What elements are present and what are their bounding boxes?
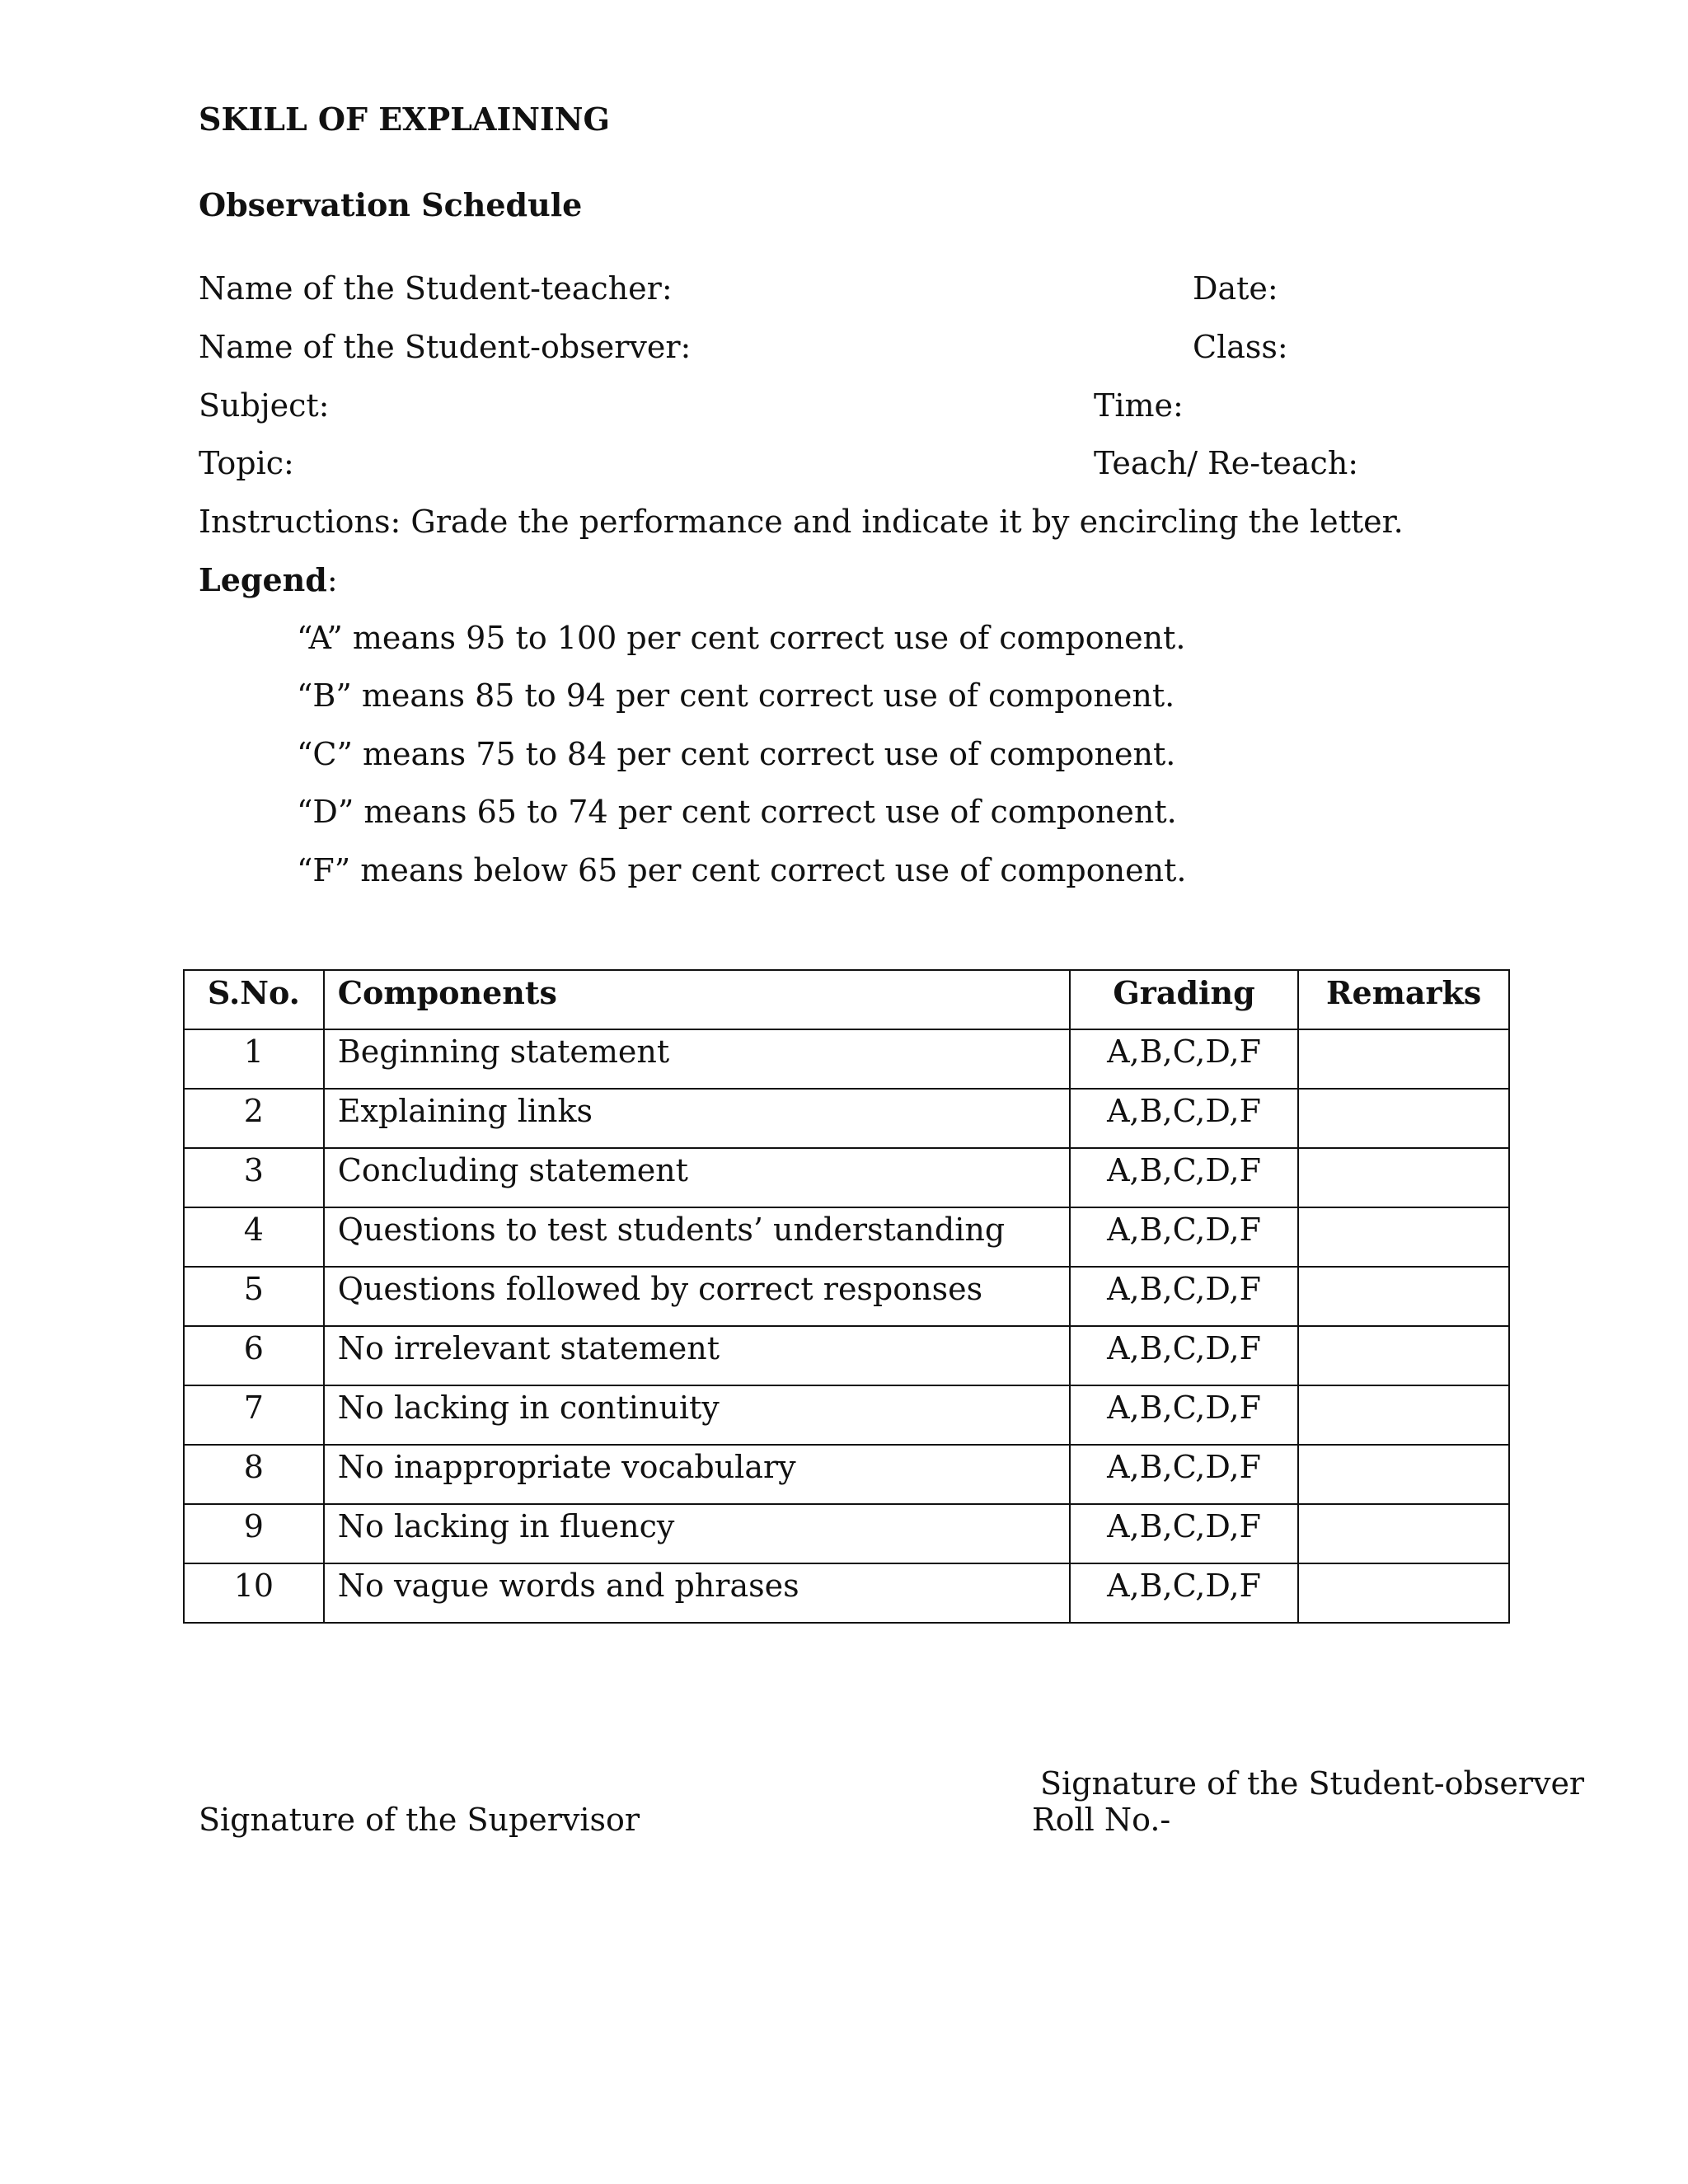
row-remarks xyxy=(1298,1385,1509,1445)
field-subject: Subject: xyxy=(199,387,330,424)
row-sno: 8 xyxy=(184,1445,324,1504)
document-subtitle: Observation Schedule xyxy=(199,186,583,223)
table-row xyxy=(184,1563,1509,1623)
table-row xyxy=(184,1504,1509,1563)
row-sno: 3 xyxy=(184,1148,324,1207)
row-grading: A,B,C,D,F xyxy=(1070,1385,1299,1445)
row-sno: 9 xyxy=(184,1504,324,1563)
signature-supervisor: Signature of the Supervisor xyxy=(199,1802,640,1838)
row-remarks xyxy=(1298,1089,1509,1148)
legend-item-a: “A” means 95 to 100 per cent correct use of component. xyxy=(297,620,1186,656)
table-row xyxy=(184,1445,1509,1504)
header-components: Components xyxy=(324,970,1070,1029)
row-grading: A,B,C,D,F xyxy=(1070,1207,1299,1267)
row-component: No vague words and phrases xyxy=(324,1563,1070,1623)
observation-table xyxy=(183,969,1510,1624)
field-time: Time: xyxy=(1094,387,1184,424)
row-component: No irrelevant statement xyxy=(324,1326,1070,1385)
header-sno: S.No. xyxy=(184,970,324,1029)
legend-item-b: “B” means 85 to 94 per cent correct use of component. xyxy=(297,677,1175,714)
table-row xyxy=(184,1207,1509,1267)
row-component: Beginning statement xyxy=(324,1029,1070,1089)
row-remarks xyxy=(1298,1563,1509,1623)
row-grading: A,B,C,D,F xyxy=(1070,1029,1299,1089)
table-row xyxy=(184,1385,1509,1445)
row-grading: A,B,C,D,F xyxy=(1070,1267,1299,1326)
row-remarks xyxy=(1298,1029,1509,1089)
row-remarks xyxy=(1298,1445,1509,1504)
header-remarks: Remarks xyxy=(1298,970,1509,1029)
row-sno: 10 xyxy=(184,1563,324,1623)
row-remarks xyxy=(1298,1326,1509,1385)
row-grading: A,B,C,D,F xyxy=(1070,1445,1299,1504)
legend-label: Legend xyxy=(199,561,327,598)
table-row xyxy=(184,1148,1509,1207)
row-sno: 5 xyxy=(184,1267,324,1326)
document-title: SKILL OF EXPLAINING xyxy=(199,101,610,138)
legend-item-d: “D” means 65 to 74 per cent correct use of component. xyxy=(297,794,1177,830)
legend-item-f: “F” means below 65 per cent correct use of component. xyxy=(297,852,1187,888)
table-row xyxy=(184,1267,1509,1326)
legend-colon: : xyxy=(326,562,338,598)
row-component: Explaining links xyxy=(324,1089,1070,1148)
field-class: Class: xyxy=(1193,329,1288,365)
table-row xyxy=(184,1089,1509,1148)
row-component: No inappropriate vocabulary xyxy=(324,1445,1070,1504)
row-remarks xyxy=(1298,1148,1509,1207)
row-component: No lacking in continuity xyxy=(324,1385,1070,1445)
row-grading: A,B,C,D,F xyxy=(1070,1504,1299,1563)
signature-student-observer: Signature of the Student-observer xyxy=(1040,1765,1585,1802)
roll-number: Roll No.- xyxy=(1032,1802,1171,1838)
row-grading: A,B,C,D,F xyxy=(1070,1148,1299,1207)
table-header-row xyxy=(184,970,1509,1029)
row-component: Concluding statement xyxy=(324,1148,1070,1207)
table-row xyxy=(184,1029,1509,1089)
row-component: Questions followed by correct responses xyxy=(324,1267,1070,1326)
row-sno: 7 xyxy=(184,1385,324,1445)
row-grading: A,B,C,D,F xyxy=(1070,1563,1299,1623)
row-remarks xyxy=(1298,1267,1509,1326)
row-grading: A,B,C,D,F xyxy=(1070,1326,1299,1385)
legend-heading xyxy=(199,561,338,598)
field-teach-reteach: Teach/ Re-teach: xyxy=(1094,445,1359,481)
row-sno: 1 xyxy=(184,1029,324,1089)
header-grading: Grading xyxy=(1070,970,1299,1029)
field-date: Date: xyxy=(1193,270,1278,307)
legend-item-c: “C” means 75 to 84 per cent correct use of component. xyxy=(297,736,1176,772)
field-topic: Topic: xyxy=(199,445,294,481)
row-remarks xyxy=(1298,1504,1509,1563)
instructions-text: Instructions: Grade the performance and indicate it by encircling the letter. xyxy=(199,504,1404,540)
row-remarks xyxy=(1298,1207,1509,1267)
row-component: Questions to test students’ understanding xyxy=(324,1207,1070,1267)
field-student-observer: Name of the Student-observer: xyxy=(199,329,692,365)
row-grading: A,B,C,D,F xyxy=(1070,1089,1299,1148)
row-sno: 2 xyxy=(184,1089,324,1148)
table-row xyxy=(184,1326,1509,1385)
field-student-teacher: Name of the Student-teacher: xyxy=(199,270,673,307)
row-component: No lacking in fluency xyxy=(324,1504,1070,1563)
row-sno: 6 xyxy=(184,1326,324,1385)
row-sno: 4 xyxy=(184,1207,324,1267)
